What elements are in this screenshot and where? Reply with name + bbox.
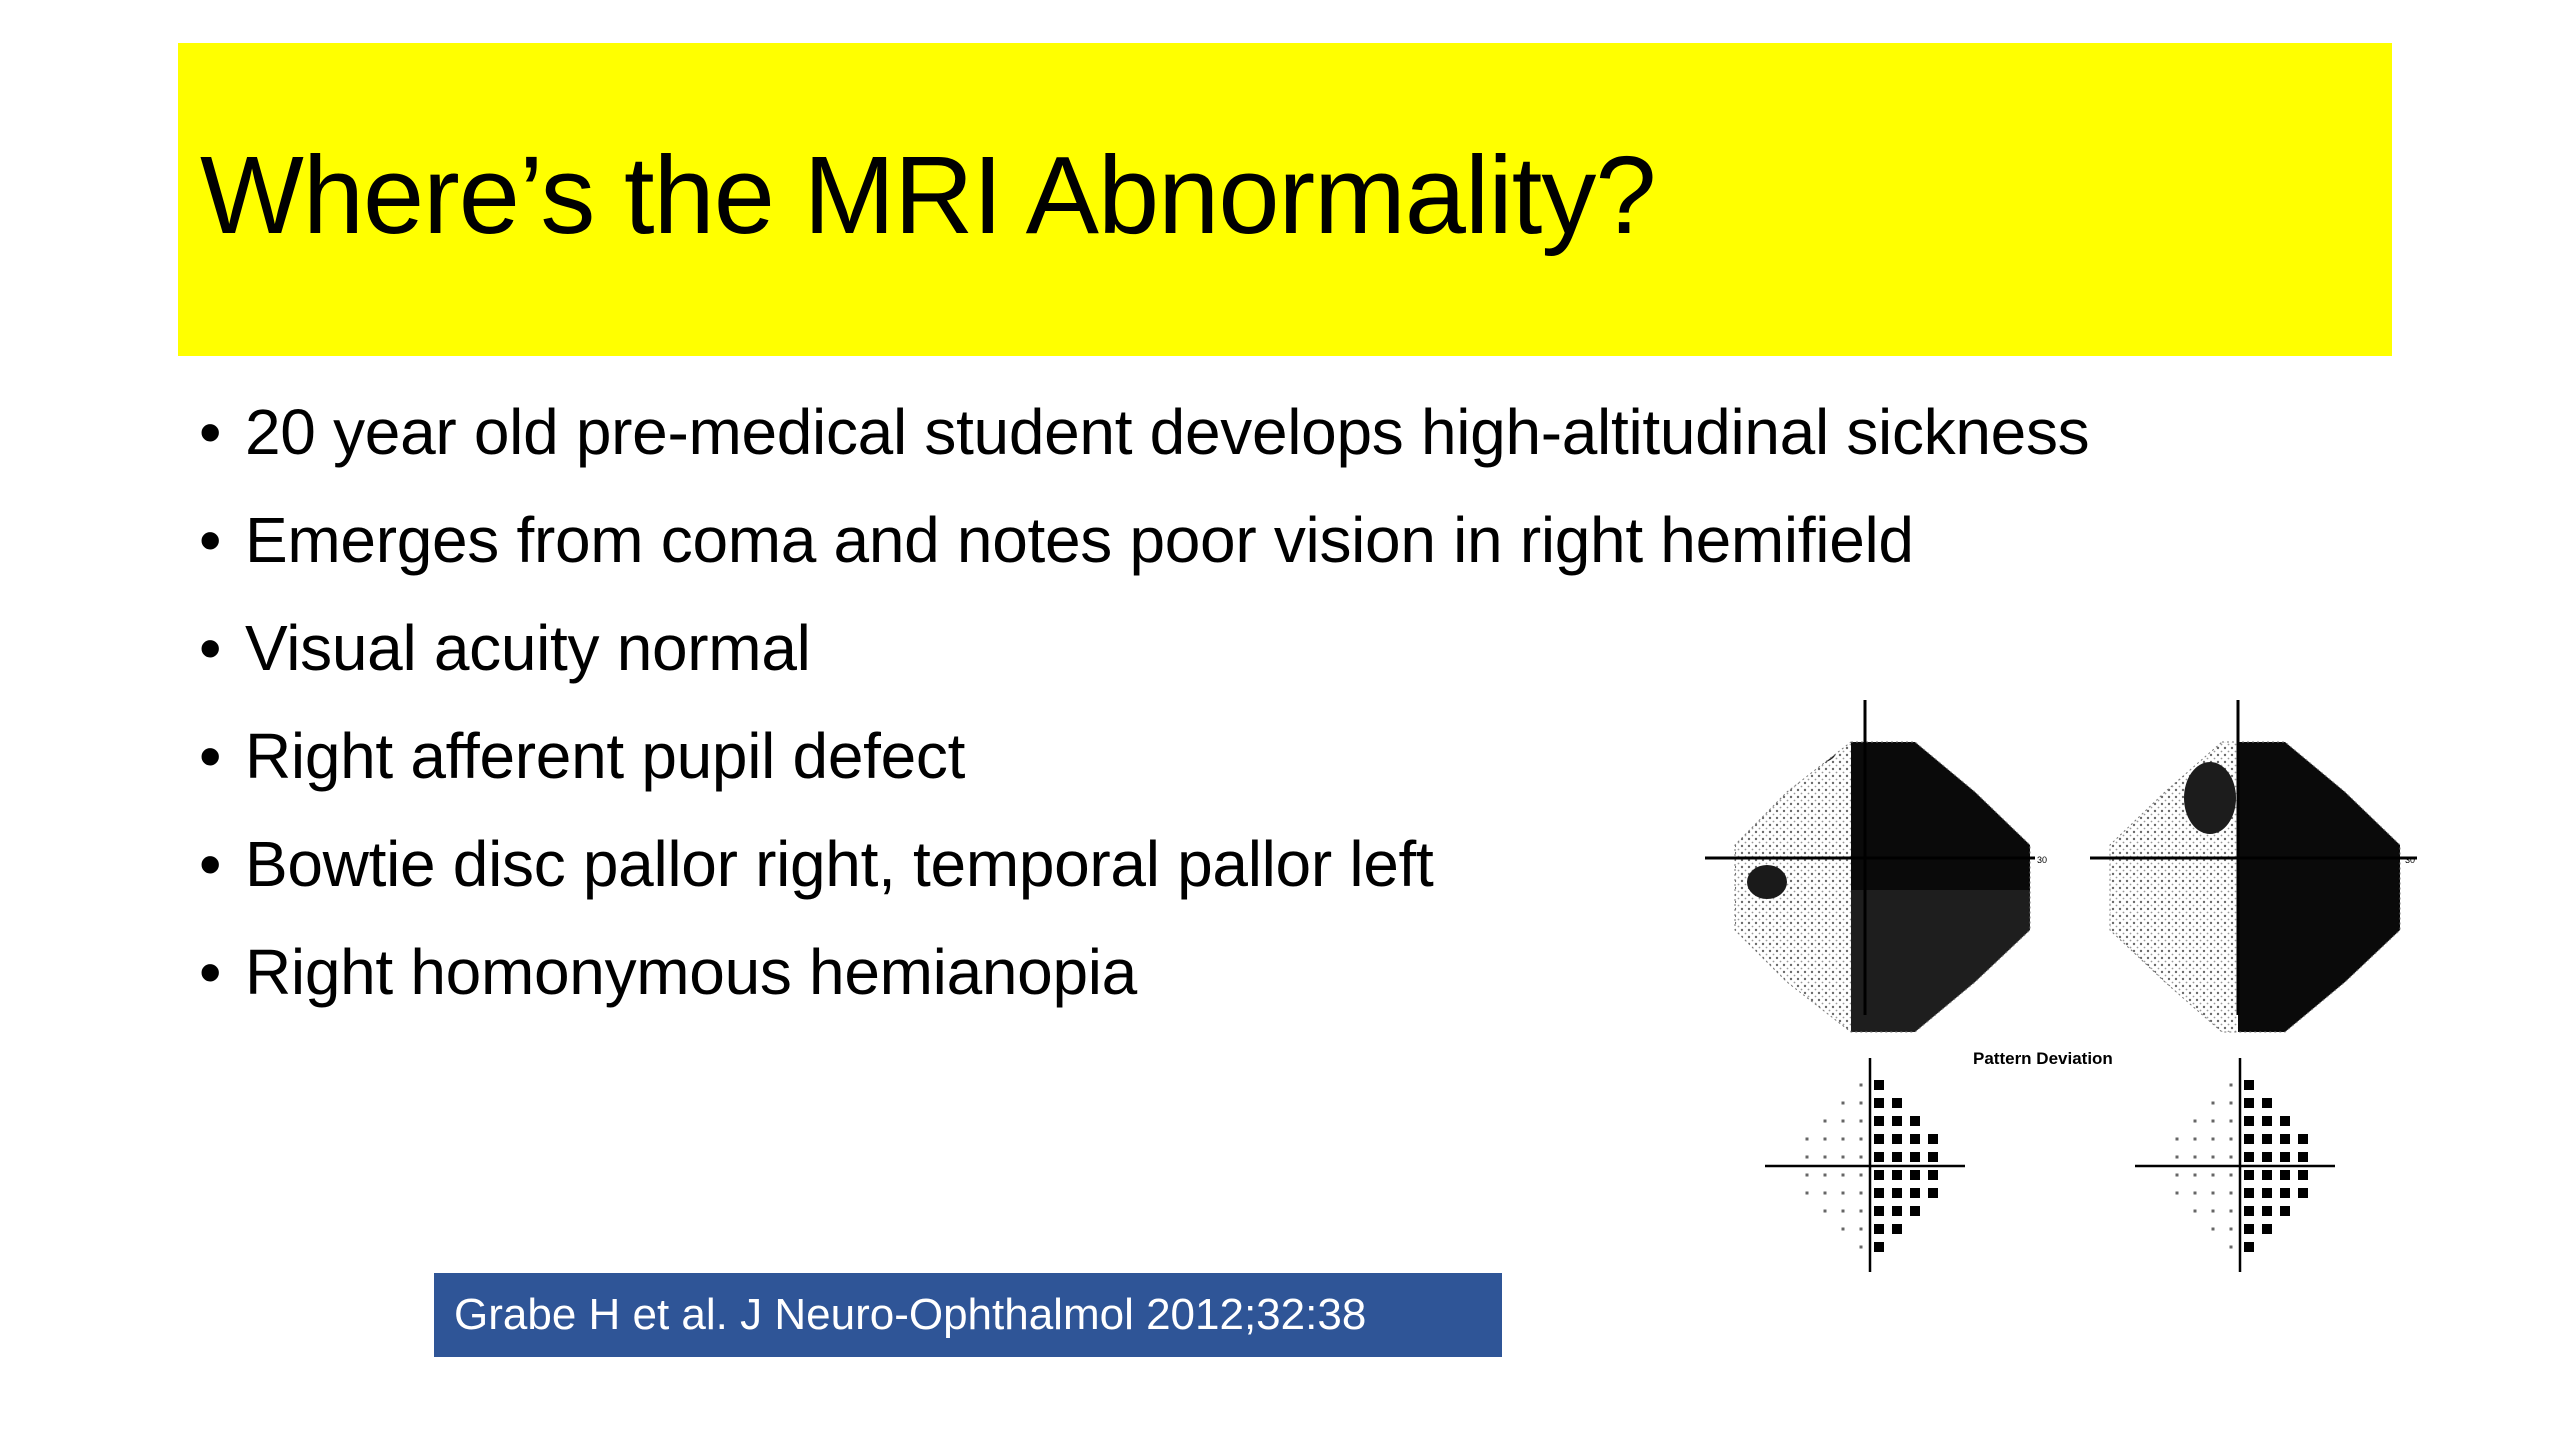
deviation-filled-square bbox=[1910, 1206, 1920, 1216]
deviation-filled-square bbox=[2262, 1206, 2272, 1216]
deviation-normal-dot bbox=[2194, 1138, 2197, 1141]
deviation-normal-dot bbox=[2230, 1102, 2233, 1105]
bullet-text: Right homonymous hemianopia bbox=[245, 936, 1137, 1008]
deviation-filled-square bbox=[1910, 1188, 1920, 1198]
deviation-filled-square bbox=[1910, 1170, 1920, 1180]
deviation-filled-square bbox=[2298, 1170, 2308, 1180]
deviation-normal-dot bbox=[1824, 1174, 1827, 1177]
deviation-normal-dot bbox=[2230, 1246, 2233, 1249]
citation-box bbox=[434, 1273, 1502, 1357]
deviation-normal-dot bbox=[2230, 1192, 2233, 1195]
deviation-filled-square bbox=[1892, 1224, 1902, 1234]
deviation-normal-dot bbox=[1860, 1246, 1863, 1249]
deviation-filled-square bbox=[2262, 1116, 2272, 1126]
deviation-normal-dot bbox=[2212, 1102, 2215, 1105]
deviation-filled-square bbox=[1874, 1206, 1884, 1216]
deviation-filled-square bbox=[2244, 1206, 2254, 1216]
deviation-filled-square bbox=[1892, 1206, 1902, 1216]
deviation-normal-dot bbox=[1842, 1174, 1845, 1177]
deviation-normal-dot bbox=[1806, 1138, 1809, 1141]
deviation-filled-square bbox=[1928, 1152, 1938, 1162]
deviation-filled-square bbox=[1874, 1080, 1884, 1090]
deviation-filled-square bbox=[1874, 1242, 1884, 1252]
deviation-filled-square bbox=[1892, 1116, 1902, 1126]
deviation-filled-square bbox=[2244, 1098, 2254, 1108]
right-eye-pattern-deviation-plot bbox=[2135, 1058, 2335, 1272]
deviation-normal-dot bbox=[2194, 1174, 2197, 1177]
deviation-filled-square bbox=[2280, 1116, 2290, 1126]
deviation-filled-square bbox=[2244, 1116, 2254, 1126]
deviation-normal-dot bbox=[1824, 1156, 1827, 1159]
deviation-normal-dot bbox=[1824, 1192, 1827, 1195]
deviation-filled-square bbox=[2280, 1152, 2290, 1162]
bullet-glyph: • bbox=[198, 612, 222, 684]
bullet-text: Bowtie disc pallor right, temporal pallor left bbox=[245, 828, 1434, 900]
deviation-normal-dot bbox=[2176, 1192, 2179, 1195]
deviation-filled-square bbox=[2244, 1134, 2254, 1144]
deviation-filled-square bbox=[1910, 1116, 1920, 1126]
deviation-normal-dot bbox=[2212, 1156, 2215, 1159]
deviation-normal-dot bbox=[2230, 1084, 2233, 1087]
deviation-filled-square bbox=[1874, 1224, 1884, 1234]
deviation-normal-dot bbox=[1860, 1228, 1863, 1231]
deviation-filled-square bbox=[2244, 1224, 2254, 1234]
bullet-glyph: • bbox=[198, 936, 222, 1008]
bullet-glyph: • bbox=[198, 396, 222, 468]
deviation-filled-square bbox=[1892, 1098, 1902, 1108]
deviation-filled-square bbox=[2298, 1152, 2308, 1162]
deviation-filled-square bbox=[2298, 1134, 2308, 1144]
deviation-normal-dot bbox=[2176, 1156, 2179, 1159]
deviation-normal-dot bbox=[1860, 1138, 1863, 1141]
deviation-filled-square bbox=[2262, 1188, 2272, 1198]
deviation-filled-square bbox=[1928, 1134, 1938, 1144]
deviation-filled-square bbox=[2244, 1080, 2254, 1090]
slide-title: Where’s the MRI Abnormality? bbox=[200, 134, 1656, 257]
axis-end-label: 30 bbox=[2037, 855, 2048, 865]
bullet-item bbox=[195, 496, 2295, 604]
deviation-filled-square bbox=[1874, 1134, 1884, 1144]
deviation-filled-square bbox=[2262, 1170, 2272, 1180]
bullet-glyph: • bbox=[198, 828, 222, 900]
deviation-normal-dot bbox=[2212, 1120, 2215, 1123]
deviation-normal-dot bbox=[2230, 1138, 2233, 1141]
deviation-normal-dot bbox=[2194, 1192, 2197, 1195]
deviation-filled-square bbox=[2280, 1188, 2290, 1198]
deviation-filled-square bbox=[1874, 1152, 1884, 1162]
deviation-filled-square bbox=[1892, 1188, 1902, 1198]
deviation-filled-square bbox=[2280, 1206, 2290, 1216]
deviation-normal-dot bbox=[1824, 1120, 1827, 1123]
deviation-normal-dot bbox=[1842, 1156, 1845, 1159]
deviation-filled-square bbox=[1910, 1152, 1920, 1162]
deviation-normal-dot bbox=[2176, 1174, 2179, 1177]
bullet-glyph: • bbox=[198, 720, 222, 792]
deviation-filled-square bbox=[1874, 1170, 1884, 1180]
deviation-normal-dot bbox=[2230, 1210, 2233, 1213]
deviation-filled-square bbox=[1874, 1098, 1884, 1108]
deviation-filled-square bbox=[2262, 1098, 2272, 1108]
right-eye-field-plot bbox=[2090, 700, 2417, 1040]
bullet-glyph: • bbox=[198, 504, 222, 576]
deviation-normal-dot bbox=[1842, 1228, 1845, 1231]
deviation-filled-square bbox=[2244, 1170, 2254, 1180]
deviation-normal-dot bbox=[1842, 1120, 1845, 1123]
deviation-normal-dot bbox=[2194, 1156, 2197, 1159]
deviation-normal-dot bbox=[2212, 1138, 2215, 1141]
deviation-filled-square bbox=[1874, 1116, 1884, 1126]
deviation-filled-square bbox=[1892, 1170, 1902, 1180]
deviation-normal-dot bbox=[2194, 1120, 2197, 1123]
deviation-filled-square bbox=[2280, 1134, 2290, 1144]
deviation-normal-dot bbox=[2230, 1120, 2233, 1123]
deviation-filled-square bbox=[1892, 1134, 1902, 1144]
deviation-normal-dot bbox=[1860, 1210, 1863, 1213]
bullet-text: Right afferent pupil defect bbox=[245, 720, 966, 792]
deviation-normal-dot bbox=[1806, 1192, 1809, 1195]
deviation-normal-dot bbox=[1806, 1156, 1809, 1159]
bullet-text: 20 year old pre-medical student develops high-altitudinal sickness bbox=[245, 396, 2090, 468]
deviation-normal-dot bbox=[2230, 1156, 2233, 1159]
title-band bbox=[178, 43, 2392, 356]
deviation-filled-square bbox=[1874, 1188, 1884, 1198]
deviation-normal-dot bbox=[1860, 1120, 1863, 1123]
left-eye-pattern-deviation-plot bbox=[1765, 1058, 1965, 1272]
deviation-normal-dot bbox=[2212, 1174, 2215, 1177]
deviation-normal-dot bbox=[2194, 1210, 2197, 1213]
deviation-normal-dot bbox=[1842, 1192, 1845, 1195]
deviation-filled-square bbox=[1910, 1134, 1920, 1144]
pattern-deviation-label: Pattern Deviation bbox=[1973, 1049, 2113, 1068]
deviation-normal-dot bbox=[2212, 1210, 2215, 1213]
deviation-normal-dot bbox=[2230, 1228, 2233, 1231]
bullet-item bbox=[195, 388, 2295, 496]
deviation-filled-square bbox=[2262, 1224, 2272, 1234]
deviation-normal-dot bbox=[1842, 1102, 1845, 1105]
left-eye-field-plot bbox=[1705, 700, 2047, 1040]
citation-text: Grabe H et al. J Neuro-Ophthalmol 2012;32:38 bbox=[454, 1290, 1367, 1339]
deviation-filled-square bbox=[2298, 1188, 2308, 1198]
bullet-text: Visual acuity normal bbox=[245, 612, 811, 684]
deviation-normal-dot bbox=[2212, 1192, 2215, 1195]
deviation-normal-dot bbox=[1806, 1174, 1809, 1177]
deviation-filled-square bbox=[1928, 1170, 1938, 1180]
deviation-filled-square bbox=[1928, 1188, 1938, 1198]
deviation-filled-square bbox=[2244, 1188, 2254, 1198]
deviation-filled-square bbox=[2262, 1134, 2272, 1144]
deviation-normal-dot bbox=[2176, 1138, 2179, 1141]
deviation-filled-square bbox=[2280, 1170, 2290, 1180]
deviation-normal-dot bbox=[1842, 1210, 1845, 1213]
axis-end-label: 30 bbox=[2405, 855, 2416, 865]
deviation-normal-dot bbox=[2212, 1228, 2215, 1231]
deviation-filled-square bbox=[2244, 1152, 2254, 1162]
deviation-normal-dot bbox=[1842, 1138, 1845, 1141]
deviation-normal-dot bbox=[1824, 1138, 1827, 1141]
deviation-normal-dot bbox=[1860, 1192, 1863, 1195]
deviation-normal-dot bbox=[2230, 1174, 2233, 1177]
visual-field-figure bbox=[1705, 690, 2425, 1286]
deviation-normal-dot bbox=[1860, 1174, 1863, 1177]
deviation-filled-square bbox=[2262, 1152, 2272, 1162]
deviation-normal-dot bbox=[1860, 1084, 1863, 1087]
deviation-normal-dot bbox=[1860, 1156, 1863, 1159]
bullet-text: Emerges from coma and notes poor vision in right hemifield bbox=[245, 504, 1914, 576]
deviation-filled-square bbox=[1892, 1152, 1902, 1162]
deviation-normal-dot bbox=[1824, 1210, 1827, 1213]
deviation-normal-dot bbox=[1860, 1102, 1863, 1105]
deviation-filled-square bbox=[2244, 1242, 2254, 1252]
